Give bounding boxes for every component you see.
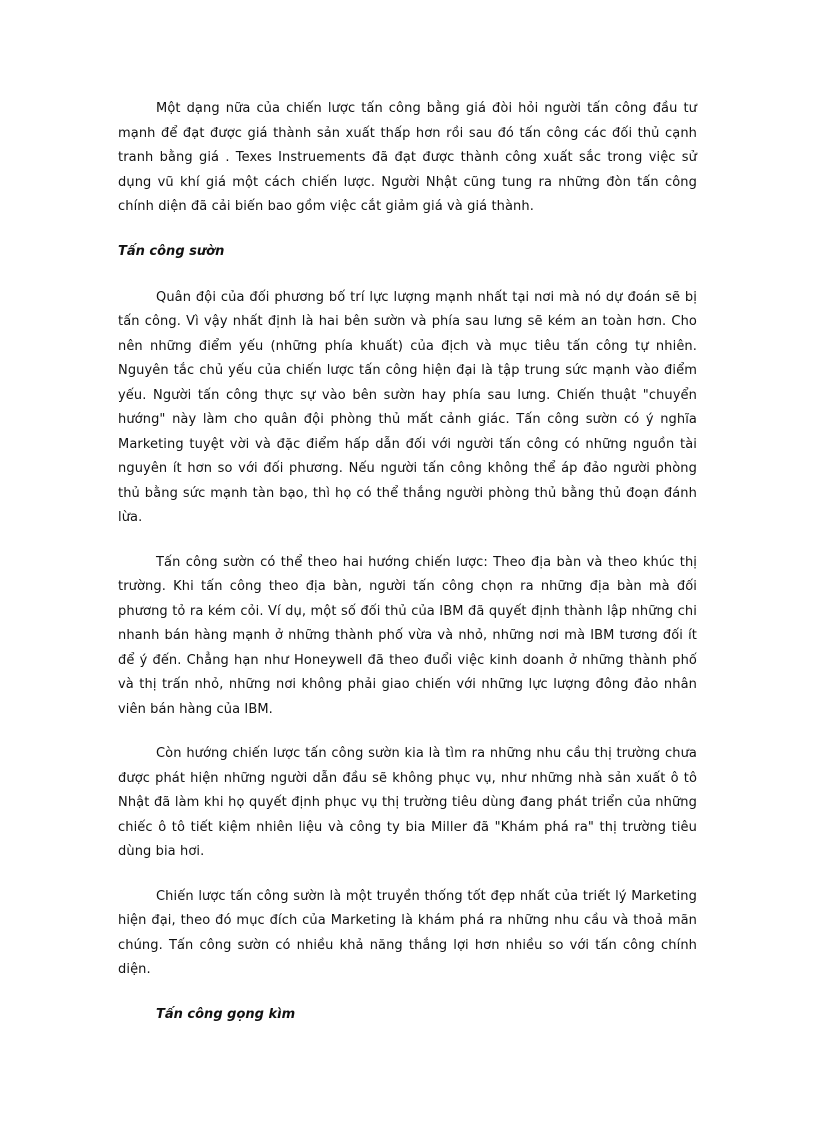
heading-pincer-attack: Tấn công gọng kìm <box>156 1006 296 1022</box>
paragraph-flank-tradition: Chiến lược tấn công sườn là một truyền thống tốt đẹp nhất của triết lý Marketing hiện đại, theo đó mục đích của Marketing là khám phá ra những nhu cầu và thoả mãn chúng. Tấn công sườn có nhiều khả năng thắng lợi hơn nhiều so với tấn công chính diện. <box>118 888 697 977</box>
paragraph-price-attack: Một dạng nữa của chiến lược tấn công bằng giá đòi hỏi người tấn công đầu tư mạnh để đạt được giá thành sản xuất thấp hơn rồi sau đó tấn công các đối thủ cạnh tranh bằng giá . Texes Instruements đã đạt được thành công xuất sắc trong việc sử dụng vũ khí giá một cách chiến lược. Người Nhật cũng tung ra những đòn tấn công chính diện đã cải biến bao gồm việc cắt giảm giá và giá thành. <box>118 101 697 214</box>
paragraph-flank-segment: Còn hướng chiến lược tấn công sườn kia là tìm ra những nhu cầu thị trường chưa được phát hiện những người dẫn đầu sẽ không phục vụ, như những nhà sản xuất ô tô Nhật đã làm khi họ quyết định phục vụ thị trường tiêu dùng đang phát triển của những chiếc ô tô tiết kiệm nhiên liệu và công ty bia Miller đã "Khám phá ra" thị trường tiêu dùng bia hơi. <box>118 746 697 859</box>
paragraph-flank-principle: Quân đội của đối phương bố trí lực lượng mạnh nhất tại nơi mà nó dự đoán sẽ bị tấn công. Vì vậy nhất định là hai bên sườn và phía sau lưng sẽ kém an toàn hơn. Cho nên những điểm yếu (những phía khuất) của địch và mục tiêu tấn công tự nhiên. Nguyên tắc chủ yếu của chiến lược tấn công hiện đại là tập trung sức mạnh vào điểm yếu. Người tấn công thực sự vào bên sườn hay phía sau lưng. Chiến thuật "chuyển hướng" này làm cho quân đội phòng thủ mất cảnh giác. Tấn công sườn có ý nghĩa Marketing tuyệt vời và đặc điểm hấp dẫn đối với người tấn công có những nguồn tài nguyên ít hơn so với đối phương. Nếu người tấn công không thể áp đảo người phòng thủ bằng sức mạnh tàn bạo, thì họ có thể thắng người phòng thủ bằng thủ đoạn đánh lừa. <box>118 289 697 525</box>
paragraph-flank-directions: Tấn công sườn có thể theo hai hướng chiến lược: Theo địa bàn và theo khúc thị trường. Khi tấn công theo địa bàn, người tấn công chọn ra những địa bàn mà đối phương tỏ ra kém cỏi. Ví dụ, một số đối thủ của IBM đã quyết định thành lập những chi nhanh bán hàng mạnh ở những thành phố vừa và nhỏ, những nơi mà IBM tương đối ít để ý đến. Chẳng hạn như Honeywell đã theo đuổi việc kinh doanh ở những thành phố và thị trấn nhỏ, những nơi không phải giao chiến với những lực lượng đông đảo nhân viên bán hàng của IBM. <box>118 554 697 717</box>
document-body <box>118 97 697 1049</box>
heading-flank-attack: Tấn công sườn <box>118 243 225 259</box>
